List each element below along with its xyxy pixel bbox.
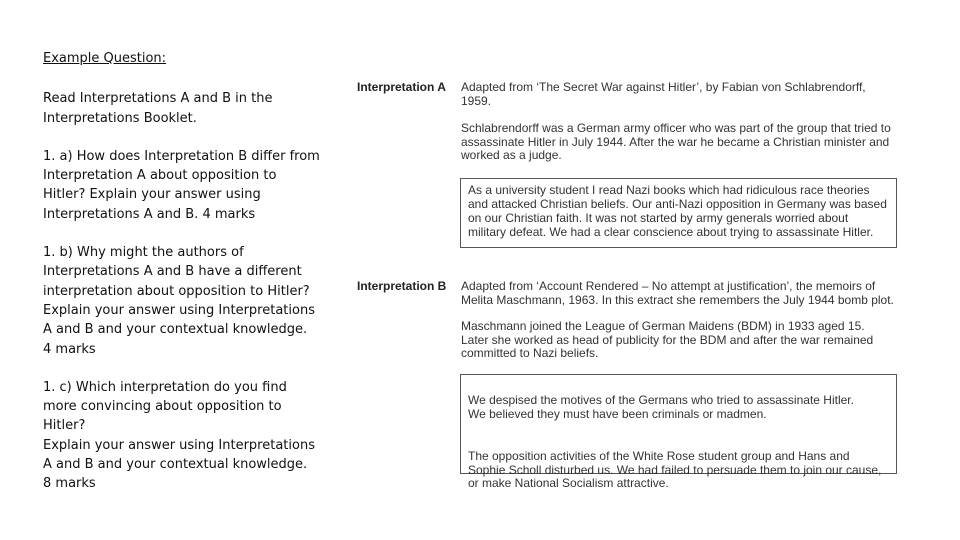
- interpretation-b-label: Interpretation B: [357, 279, 447, 293]
- interpretation-a-label: Interpretation A: [357, 80, 446, 94]
- interpretation-b-extract-p2: The opposition activities of the White Rose student group and Hans and Sophie Scholl disturbed us. We had failed to persuade them to join our cause, or make National Socialism attractive.: [468, 448, 882, 491]
- interpretation-b-extract-box: [460, 374, 897, 491]
- interpretation-b-extract-p1: We despised the motives of the Germans who tried to assassinate Hitler. We believed they must have been criminals or madmen.: [468, 392, 854, 421]
- interpretation-b-source: Adapted from ‘Account Rendered – No attempt at justification’, the memoirs of Melita Maschmann, 1963. In this extract she remembers the July 1944 bomb plot.: [461, 279, 894, 307]
- interpretation-b-author-note: Maschmann joined the League of German Maidens (BDM) in 1933 aged 15. Later she worked as head of publicity for the BDM and after the war remained committed to Nazi beliefs.: [461, 319, 874, 361]
- question-1c: 1. c) Which interpretation do you find more convincing about opposition to Hitler? Explain your answer using Interpretations A and B and your contextual knowledge. 8 marks: [43, 379, 315, 492]
- interpretation-a-author-note: Schlabrendorff was a German army officer who was part of the group that tried to assassinate Hitler in July 1944. After the war he became a Christian minister and worked as a judge.: [461, 121, 891, 163]
- intro-instruction: Read Interpretations A and B in the Interpretations Booklet.: [43, 91, 273, 126]
- example-question-heading: Example Question:: [43, 51, 167, 66]
- question-panel: [43, 49, 343, 494]
- question-1b: 1. b) Why might the authors of Interpretations A and B have a different interpretation about opposition to Hitler? Explain your answer using Interpretations A and B and your contextual knowledge. 4 marks: [43, 245, 315, 357]
- interpretation-a-extract-box: As a university student I read Nazi books which had ridiculous race theories and attacked Christian beliefs. Our anti-Nazi opposition in Germany was based on our Christian faith. It was not started by army generals worried about military defeat. We had a clear conscience about trying to assassinate Hitler.: [460, 178, 897, 248]
- interpretation-a-source: Adapted from ‘The Secret War against Hitler’, by Fabian von Schlabrendorff, 1959.: [461, 80, 866, 108]
- question-1a: 1. a) How does Interpretation B differ from Interpretation A about opposition to Hitler? Explain your answer using Interpretations A and B. 4 marks: [43, 148, 320, 222]
